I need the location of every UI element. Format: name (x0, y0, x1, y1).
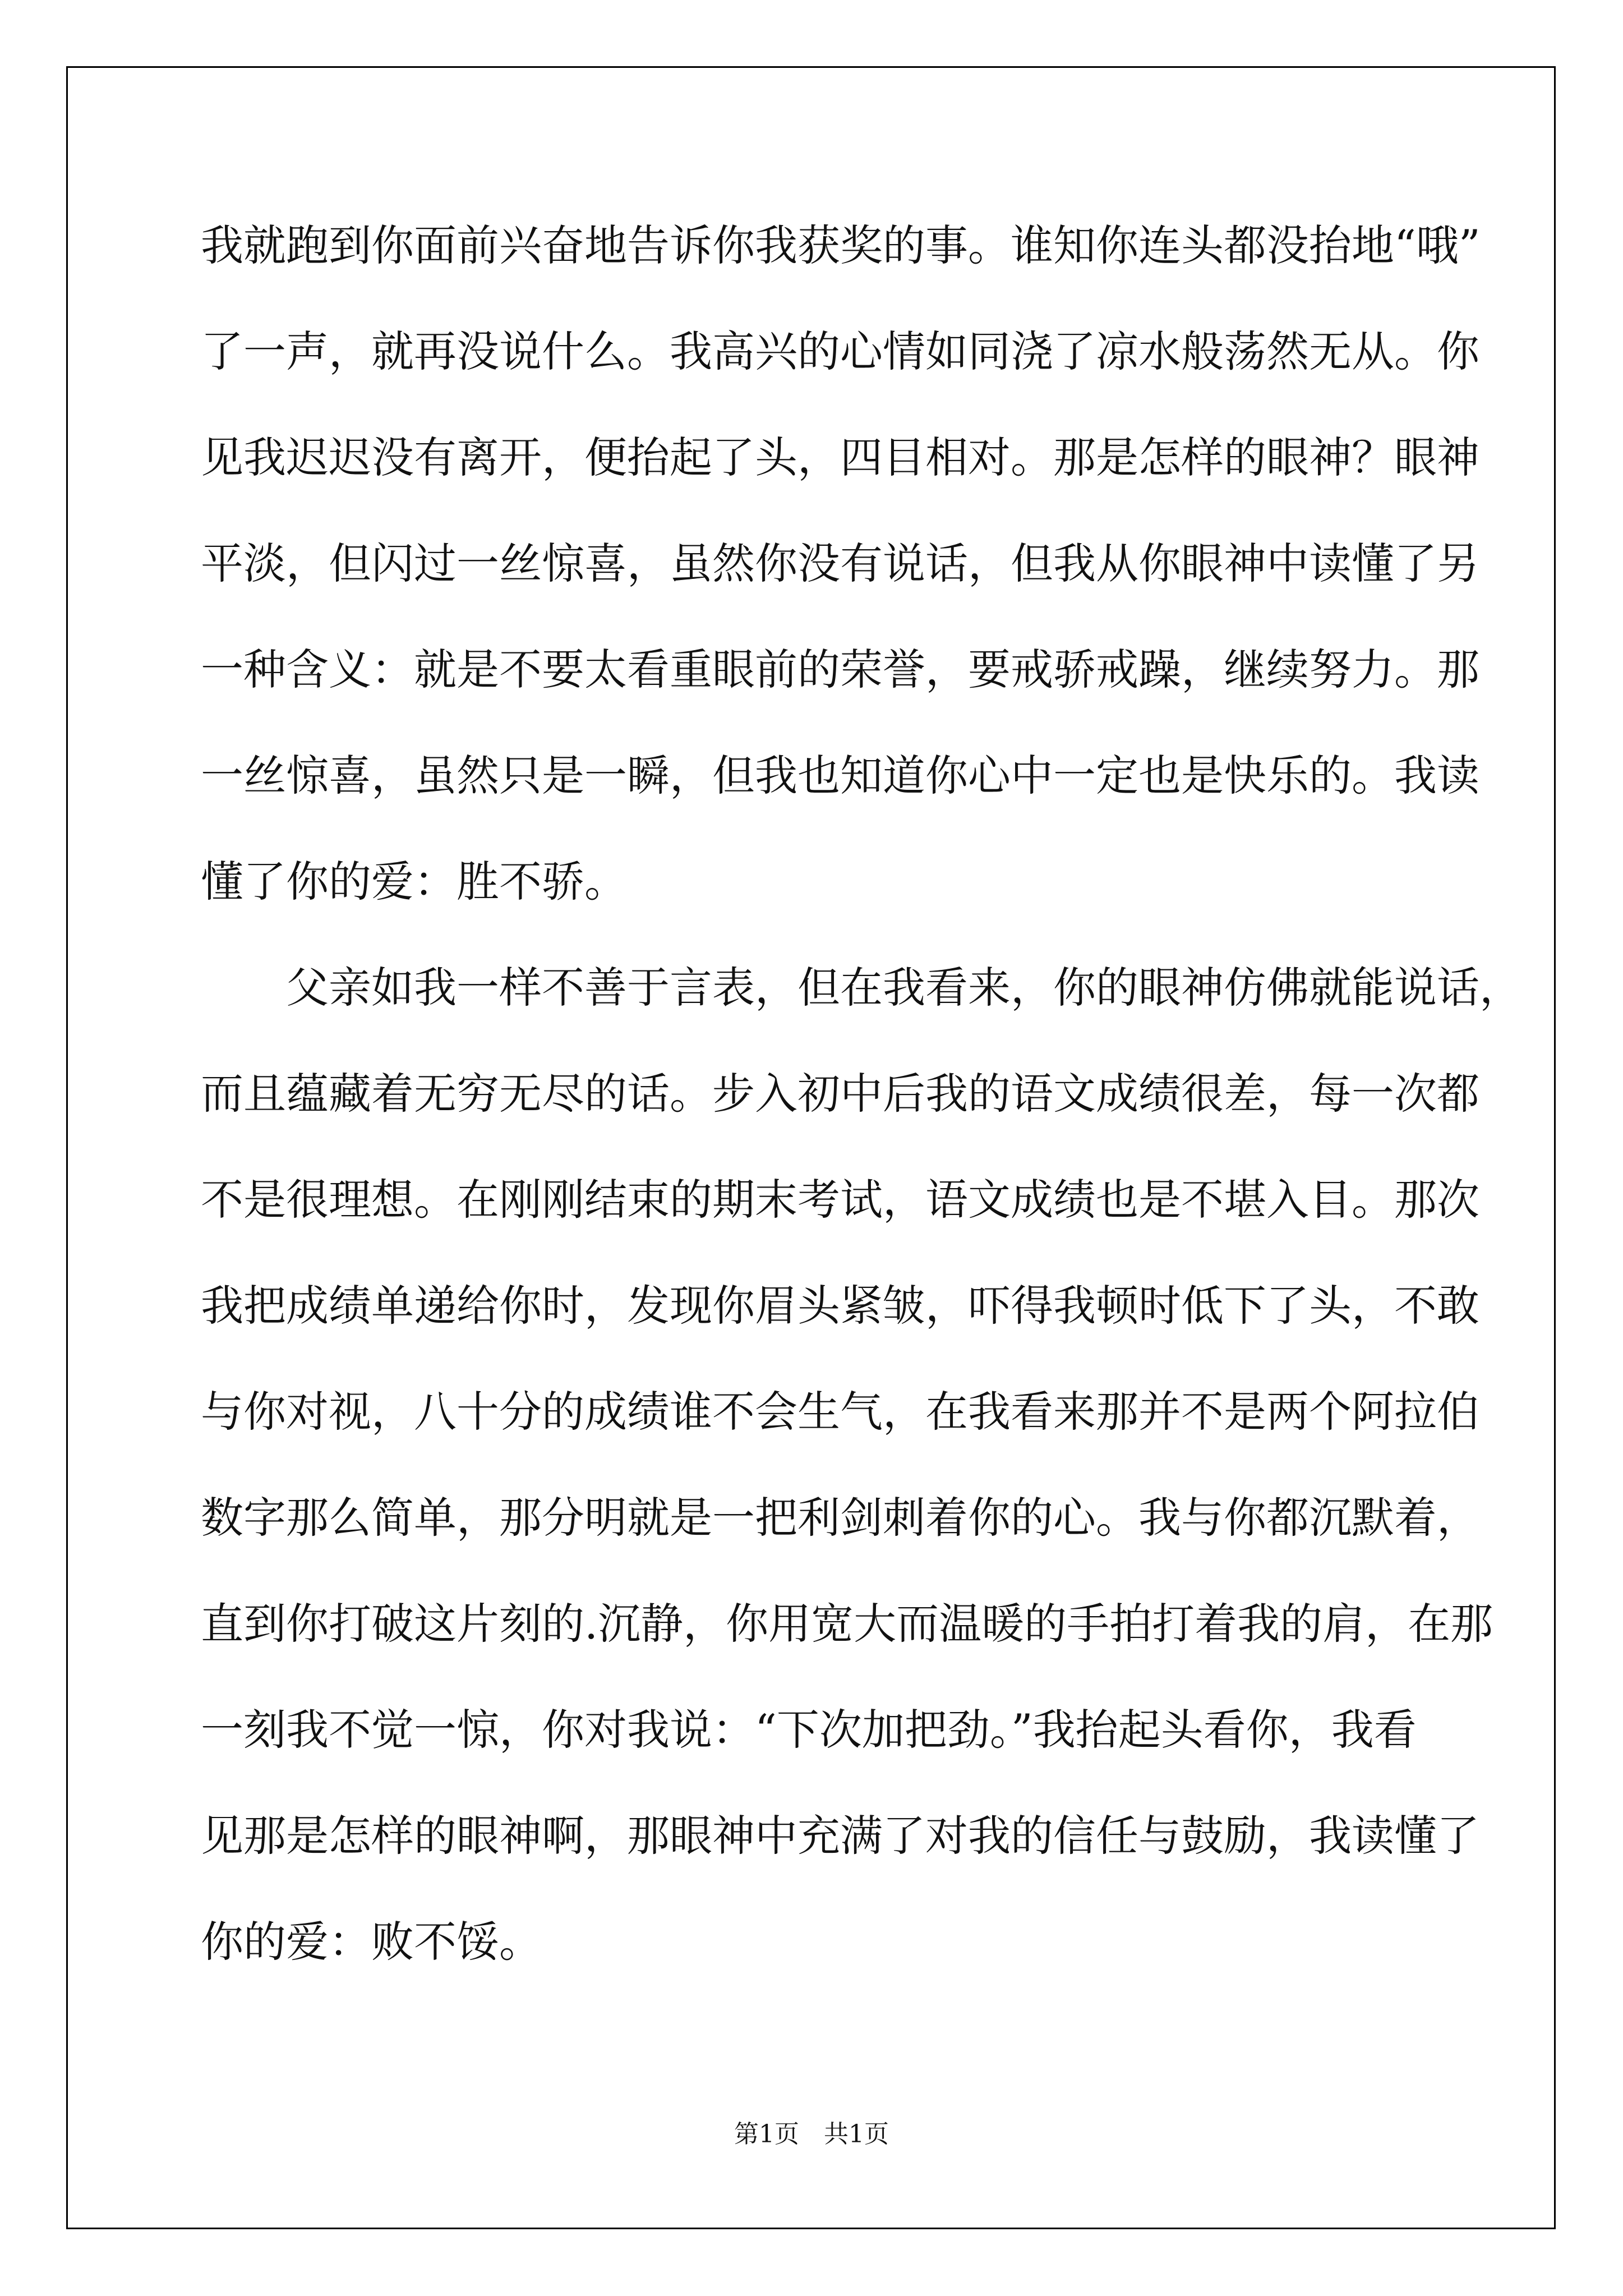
page-border (66, 66, 1556, 2229)
text-line: 见我迟迟没有离开，便抬起了头，四目相对。那是怎样的眼神？眼神 (201, 432, 1479, 482)
text-line: 父亲如我一样不善于言表，但在我看来，你的眼神仿佛就能说话， (201, 963, 1522, 1013)
text-line: 而且蕴藏着无穷无尽的话。步入初中后我的语文成绩很差，每一次都 (201, 1069, 1479, 1119)
text-line: 不是很理想。在刚刚结束的期末考试，语文成绩也是不堪入目。那次 (201, 1175, 1479, 1225)
page-footer: 第1页 共1页 (734, 2120, 889, 2148)
text-line: 一刻我不觉一惊，你对我说：“下次加把劲。”我抬起头看你，我看 (201, 1705, 1417, 1755)
text-line: 数字那么简单，那分明就是一把利剑刺着你的心。我与你都沉默着， (201, 1493, 1479, 1543)
text-line: 直到你打破这片刻的.沉静，你用宽大而温暖的手拍打着我的肩，在那 (201, 1599, 1493, 1649)
text-line: 一种含义：就是不要太看重眼前的荣誉，要戒骄戒躁，继续努力。那 (201, 645, 1479, 694)
text-line: 平淡，但闪过一丝惊喜，虽然你没有说话，但我从你眼神中读懂了另 (201, 539, 1479, 588)
text-line: 见那是怎样的眼神啊，那眼神中充满了对我的信任与鼓励，我读懂了 (201, 1811, 1479, 1861)
text-line: 了一声，就再没说什么。我高兴的心情如同浇了凉水般荡然无从。你 (201, 326, 1479, 376)
text-line: 我就跑到你面前兴奋地告诉你我获奖的事。谁知你连头都没抬地“哦” (201, 220, 1481, 270)
text-line: 你的爱：败不馁。 (201, 1917, 542, 1967)
text-line: 一丝惊喜，虽然只是一瞬，但我也知道你心中一定也是快乐的。我读 (201, 751, 1479, 800)
text-line: 懂了你的爱：胜不骄。 (201, 857, 627, 907)
text-line: 与你对视，八十分的成绩谁不会生气，在我看来那并不是两个阿拉伯 (201, 1387, 1479, 1437)
text-line: 我把成绩单递给你时，发现你眉头紧皱，吓得我顿时低下了头，不敢 (201, 1281, 1479, 1331)
